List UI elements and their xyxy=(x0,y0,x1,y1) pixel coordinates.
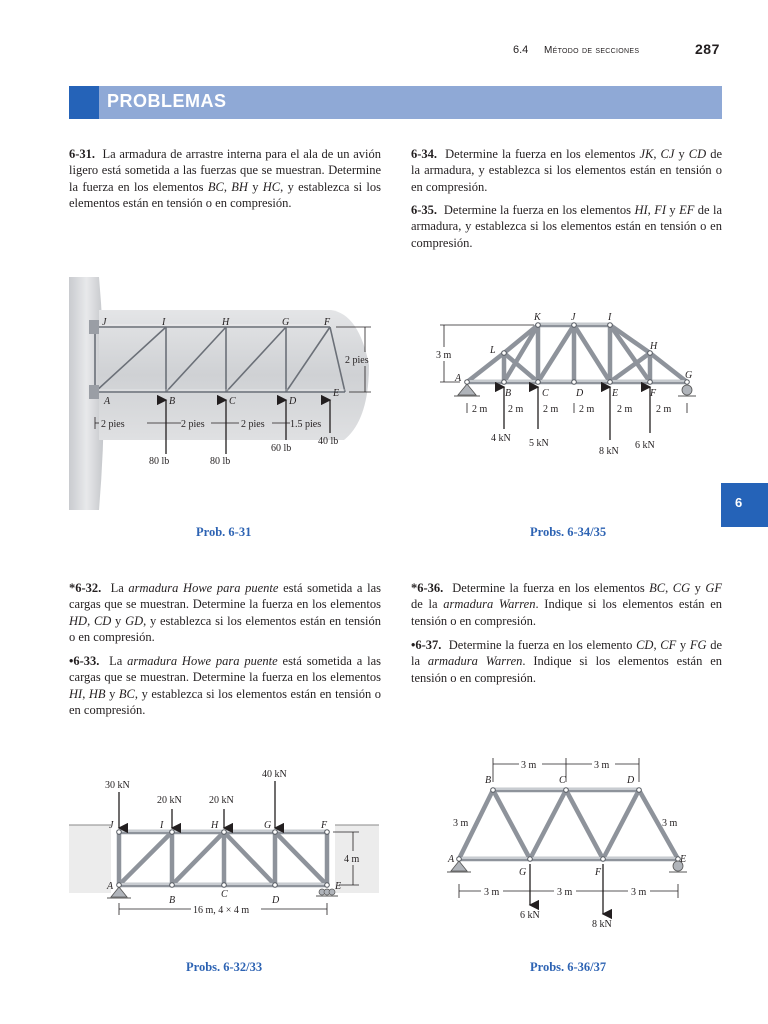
member-name: CG xyxy=(672,581,691,595)
node-label-i: I xyxy=(608,312,612,323)
node-label-c: C xyxy=(542,388,549,399)
node-label-i: I xyxy=(162,317,166,328)
member-name: BC xyxy=(207,179,224,194)
dimension-side-left: 3 m xyxy=(453,818,469,829)
separator: , xyxy=(653,147,661,161)
separator: y xyxy=(690,581,706,595)
problem-6-31 xyxy=(69,146,381,212)
problem-text: , y establezca si los elementos están en tensión o en compresión. xyxy=(69,613,382,645)
load-label-4: 6 kN xyxy=(635,440,655,451)
truss-name: armadura Warren xyxy=(427,654,523,669)
node-label-g: G xyxy=(282,317,290,328)
dimension-side-right: 3 m xyxy=(662,818,678,829)
member-name: BH xyxy=(231,179,248,194)
problem-text: La armadura de arrastre interna para el ala de un avión ligero está sometida a las fuerzas que se muestran. Determine la fuerza en los elementos xyxy=(69,147,381,194)
separator: y xyxy=(111,613,126,628)
problem-text: está sometida a las cargas que se muestran. Determine la fuerza en los elementos xyxy=(69,581,381,612)
truss-name: armadura Howe para puente xyxy=(128,581,279,595)
problem-text: Determine la fuerza en los elementos xyxy=(452,581,650,595)
figure-6-32-33 xyxy=(69,765,389,925)
separator: y xyxy=(676,638,690,652)
node-label-h: H xyxy=(650,341,658,352)
problem-number: •6-33. xyxy=(69,654,100,668)
member-name: HB xyxy=(88,686,106,701)
section-title: Método de secciones xyxy=(544,45,640,56)
dimension-bottom-2: 3 m xyxy=(557,887,573,898)
problem-6-36 xyxy=(411,580,722,629)
separator: , xyxy=(87,613,94,628)
node-label-g: G xyxy=(519,867,527,878)
node-label-b: B xyxy=(169,895,176,906)
caption-6-36-37: Probs. 6-36/37 xyxy=(530,960,607,974)
node-label-a: A xyxy=(104,396,111,407)
load-label-4: 40 lb xyxy=(318,436,339,447)
member-name: CF xyxy=(660,638,677,652)
node-label-f: F xyxy=(324,317,331,328)
dimension-span-2: 2 m xyxy=(508,404,524,415)
separator: , xyxy=(647,203,655,217)
node-label-h: H xyxy=(211,820,219,831)
node-label-e: E xyxy=(333,388,340,399)
load-label-1: 80 lb xyxy=(149,456,170,467)
problem-6-37 xyxy=(411,637,722,686)
caption-6-34-35: Probs. 6-34/35 xyxy=(530,525,607,539)
problem-number: *6-36. xyxy=(411,581,444,595)
node-label-a: A xyxy=(455,373,462,384)
truss-members xyxy=(467,325,687,382)
problem-6-33 xyxy=(69,653,381,719)
node-label-d: D xyxy=(289,396,297,407)
node-label-a: A xyxy=(448,854,455,865)
node-label-b: B xyxy=(169,396,176,407)
node-label-e: E xyxy=(680,854,687,865)
dimension-top-2: 3 m xyxy=(594,760,610,771)
dimension-span-2: 2 pies xyxy=(181,419,205,430)
load-label-1: 30 kN xyxy=(105,780,130,791)
truss-name: armadura Warren xyxy=(443,597,536,612)
dimension-span: 16 m, 4 × 4 m xyxy=(193,905,250,916)
problem-text: La xyxy=(110,581,129,595)
figure-6-31 xyxy=(69,270,389,515)
member-name: EF xyxy=(679,203,695,217)
separator: , xyxy=(82,686,89,701)
problem-text: Determine la fuerza en los elementos xyxy=(445,147,640,161)
member-name: HI xyxy=(634,203,648,217)
node-label-k: K xyxy=(534,312,541,323)
problem-number: 6-35. xyxy=(411,203,438,217)
node-label-f: F xyxy=(321,820,328,831)
problem-text: está sometida a las cargas que se muestran. Determine la fuerza en los elementos xyxy=(69,654,381,685)
problem-text: , y establezca si los elementos están en tensión o en compresión. xyxy=(69,686,382,718)
banner-title: PROBLEMAS xyxy=(107,91,227,111)
separator: y xyxy=(666,203,680,217)
member-name: FG xyxy=(689,638,707,652)
problem-text: . Indique si los elementos están en tensión o en compresión. xyxy=(411,597,722,628)
pin-support xyxy=(458,384,476,395)
dimension-bottom-3: 3 m xyxy=(631,887,647,898)
problem-text: La xyxy=(109,654,128,668)
member-name: FI xyxy=(654,203,666,217)
page-number: 287 xyxy=(695,41,720,57)
dimension-span-3: 2 m xyxy=(543,404,559,415)
member-name: GF xyxy=(705,581,723,595)
separator: , xyxy=(223,179,232,194)
problem-6-32 xyxy=(69,580,381,646)
member-name: BC xyxy=(118,686,135,701)
caption-6-32-33: Probs. 6-32/33 xyxy=(186,960,263,974)
load-label-2: 80 lb xyxy=(210,456,231,467)
dimension-height: 2 pies xyxy=(345,355,369,366)
node-label-b: B xyxy=(485,775,492,786)
node-label-j: J xyxy=(102,317,107,328)
load-label-3: 60 lb xyxy=(271,443,292,454)
load-label-4: 40 kN xyxy=(262,769,287,780)
problem-text: , y establezca si los elementos están en tensión o en compresión. xyxy=(69,179,382,211)
node-label-g: G xyxy=(264,820,272,831)
member-name: CD xyxy=(93,613,112,628)
load-label-1: 6 kN xyxy=(520,910,540,921)
node-label-c: C xyxy=(229,396,236,407)
separator: y xyxy=(674,147,689,161)
ground-left xyxy=(69,825,111,893)
pin-support xyxy=(111,887,127,897)
truss-members xyxy=(119,832,327,885)
separator: , xyxy=(665,581,673,595)
member-name: CJ xyxy=(660,147,675,161)
problem-6-35 xyxy=(411,202,722,251)
dimension-height: 3 m xyxy=(436,350,452,361)
member-name: HD xyxy=(69,613,88,628)
problem-text: de la xyxy=(411,638,722,669)
node-label-j: J xyxy=(109,820,114,831)
node-label-h: H xyxy=(222,317,230,328)
problem-text: Determine la fuerza en los elementos xyxy=(443,203,635,217)
node-label-c: C xyxy=(559,775,566,786)
dimension-bottom-1: 3 m xyxy=(484,887,500,898)
load-label-2: 20 kN xyxy=(157,795,182,806)
roller-support xyxy=(682,385,692,395)
caption-6-31: Prob. 6-31 xyxy=(196,525,252,539)
problem-text: de la armadura, y establezca si los elementos están en tensión o en compresión. xyxy=(411,203,723,250)
separator: , xyxy=(653,638,661,652)
problems-banner xyxy=(69,86,722,119)
problem-6-34 xyxy=(411,146,722,195)
roller-support xyxy=(319,889,335,895)
member-name: CD xyxy=(636,638,654,652)
node-label-a: A xyxy=(107,881,114,892)
dimension-span-1: 2 m xyxy=(472,404,488,415)
node-label-g: G xyxy=(685,370,693,381)
node-label-f: F xyxy=(595,867,602,878)
dimension-span-4: 1.5 pies xyxy=(290,419,322,430)
node-label-e: E xyxy=(612,388,619,399)
dimension-span-6: 2 m xyxy=(656,404,672,415)
section-number: 6.4 xyxy=(513,44,529,56)
figure-6-36-37 xyxy=(445,752,710,932)
separator: y xyxy=(105,686,119,701)
problem-text: de la xyxy=(411,597,444,612)
problem-text: Determine la fuerza en los elemento xyxy=(448,638,637,652)
node-label-i: I xyxy=(160,820,164,831)
member-name: JK xyxy=(639,147,654,161)
load-label-2: 5 kN xyxy=(529,438,549,449)
figure-6-34-35 xyxy=(430,305,710,465)
problem-text: . Indique si los elementos están en tensión o en compresión. xyxy=(411,654,722,685)
node-label-b: B xyxy=(505,388,512,399)
node-label-e: E xyxy=(335,881,342,892)
node-label-l: L xyxy=(490,345,496,356)
problem-number: 6-31. xyxy=(69,147,96,161)
member-name: CD xyxy=(688,147,707,161)
chapter-tab xyxy=(721,483,768,527)
dimension-span-4: 2 m xyxy=(579,404,595,415)
member-name: HC xyxy=(262,179,281,194)
node-label-d: D xyxy=(576,388,584,399)
truss-name: armadura Howe para puente xyxy=(127,654,278,668)
dimension-height: 4 m xyxy=(344,854,360,865)
truss-members xyxy=(459,790,678,859)
chapter-tab-number: 6 xyxy=(735,495,743,510)
member-name: GD xyxy=(125,613,144,628)
node-label-c: C xyxy=(221,889,228,900)
member-name: BC xyxy=(649,581,666,595)
node-label-j: J xyxy=(571,312,576,323)
node-label-d: D xyxy=(272,895,280,906)
node-label-f: F xyxy=(650,388,657,399)
dimension-span-1: 2 pies xyxy=(101,419,125,430)
banner-accent xyxy=(69,86,99,119)
load-label-3: 20 kN xyxy=(209,795,234,806)
problem-number: *6-32. xyxy=(69,581,102,595)
problem-number: •6-37. xyxy=(411,638,442,652)
node-label-d: D xyxy=(627,775,635,786)
load-label-2: 8 kN xyxy=(592,919,612,930)
load-label-1: 4 kN xyxy=(491,433,511,444)
dimension-span-3: 2 pies xyxy=(241,419,265,430)
problem-text: de la armadura, y establezca si los elementos están en tensión o en compresión. xyxy=(411,147,723,194)
member-name: HI xyxy=(69,686,83,701)
load-label-3: 8 kN xyxy=(599,446,619,457)
separator: y xyxy=(247,179,263,194)
dimension-span-5: 2 m xyxy=(617,404,633,415)
problem-number: 6-34. xyxy=(411,147,438,161)
dimension-top-1: 3 m xyxy=(521,760,537,771)
